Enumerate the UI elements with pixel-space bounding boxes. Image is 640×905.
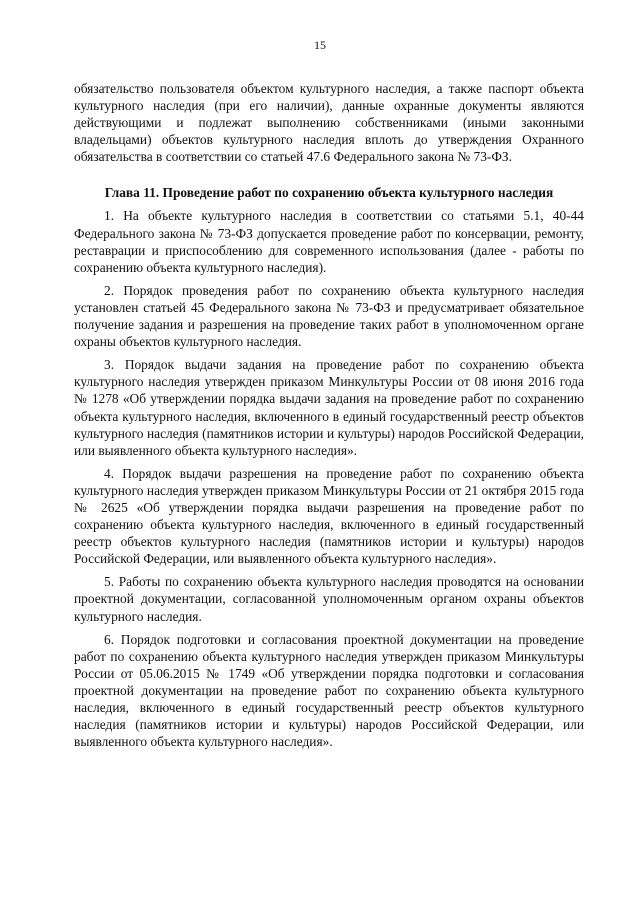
- paragraph-1: 1. На объекте культурного наследия в соответствии со статьями 5.1, 40-44 Федерального закона № 73-ФЗ допускается проведение работ по консервации, ремонту, реставрации и приспособлению для современного использования (далее - работы по сохранению объекта культурного наследия).: [74, 208, 584, 275]
- paragraph-2: 2. Порядок проведения работ по сохранению объекта культурного наследия установлен статьей 45 Федерального закона № 73-ФЗ и предусматривает обязательное получение задания и разрешения на проведение таких работ в уполномоченном органе охраны объектов культурного наследия.: [74, 282, 584, 350]
- paragraph-6: 6. Порядок подготовки и согласования проектной документации на проведение работ по сохранению объекта культурного наследия утвержден приказом Минкультуры России от 05.06.2015 № 1749 «Об утверждении порядка подготовки и согласования проектной документации на проведение работ по сохранению объекта культурного наследия, включенного в единый государственный реестр объектов культурного наследия (памятников истории и культуры) народов Российской Федерации, или выявленного объекта культурного наследия».: [74, 631, 584, 750]
- chapter-title: Глава 11. Проведение работ по сохранению объекта культурного наследия: [104, 185, 554, 201]
- paragraph-4: 4. Порядок выдачи разрешения на проведение работ по сохранению объекта культурного наследия утвержден приказом Минкультуры России от 21 октября 2015 года № 2625 «Об утверждении порядка выдачи разрешения на проведение работ по сохранению объекта культурного наследия, включенного в единый государственный реестр объектов культурного наследия (памятников истории и культуры) народов Российской Федерации, или выявленного объекта культурного наследия».: [74, 465, 584, 567]
- paragraph-3: 3. Порядок выдачи задания на проведение работ по сохранению объекта культурного наследия утвержден приказом Минкультуры России от 08 июня 2016 года № 1278 «Об утверждении порядка выдачи задания на проведение работ по сохранению объекта культурного наследия, включенного в единый государственный реестр объектов культурного наследия (памятников истории и культуры) народов Российской Федерации, или выявленного объекта культурного наследия».: [74, 357, 584, 458]
- page-number: 15: [314, 38, 326, 52]
- page-content: [74, 80, 584, 750]
- intro-paragraph: обязательство пользователя объектом культурного наследия, а также паспорт объекта культурного наследия (при его наличии), данные охранные документы являются действующими и подлежат выполнению собственниками (иными законными владельцами) объектов культурного наследия вплоть до утверждения Охранного обязательства в соответствии со статьей 47.6 Федерального закона № 73-ФЗ.: [74, 81, 584, 165]
- paragraph-5: 5. Работы по сохранению объекта культурного наследия проводятся на основании проектной документации, согласованной уполномоченным органом охраны объектов культурного наследия.: [74, 574, 584, 624]
